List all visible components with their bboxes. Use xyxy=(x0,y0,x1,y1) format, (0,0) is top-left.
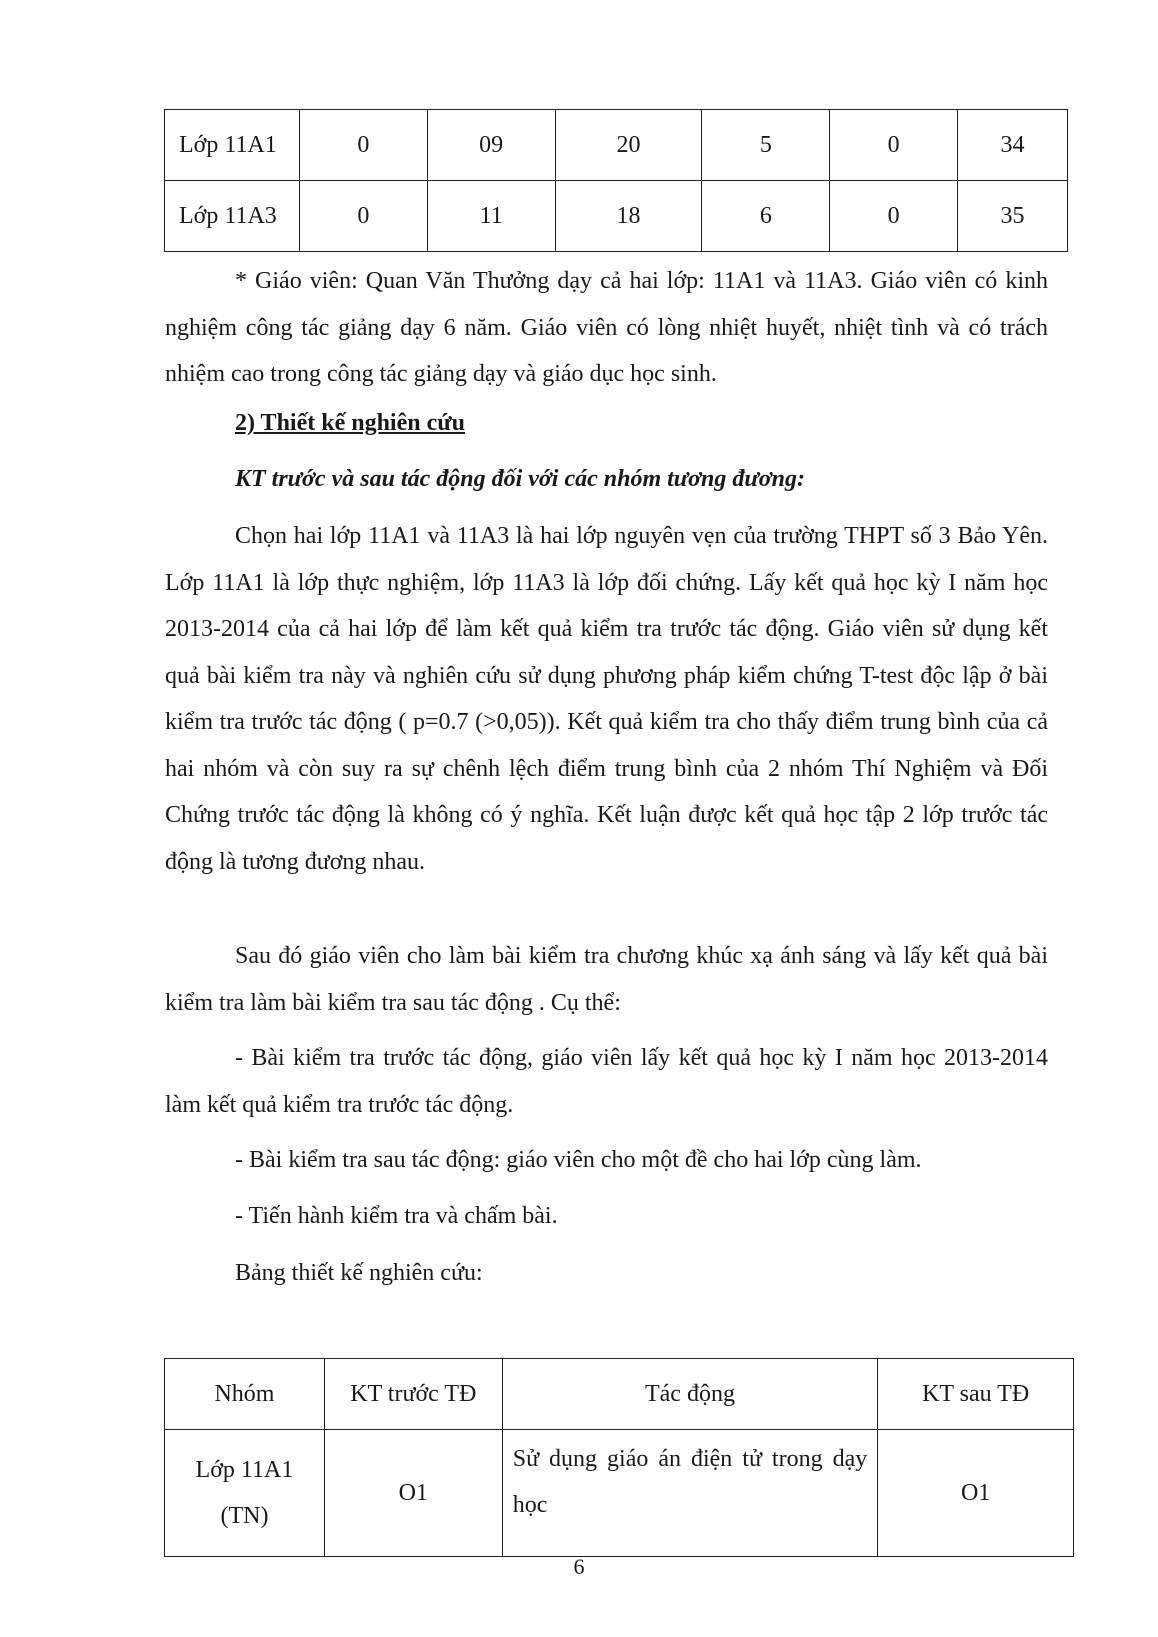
table-cell: 11 xyxy=(427,181,555,252)
table-cell: Lớp 11A1 xyxy=(165,110,300,181)
table-cell: 20 xyxy=(555,110,702,181)
pretest-cell: O1 xyxy=(324,1430,502,1557)
table-cell: 0 xyxy=(299,110,427,181)
table-cell: Lớp 11A3 xyxy=(165,181,300,252)
grading-item: - Tiến hành kiểm tra và chấm bài. xyxy=(235,1203,558,1229)
posttest-cell: O1 xyxy=(878,1430,1074,1557)
column-header: Tác động xyxy=(502,1359,878,1430)
table-cell: 5 xyxy=(702,110,830,181)
intervention-cell: Sử dụng giáo án điện tử trong dạy học xyxy=(502,1430,878,1557)
page-number: 6 xyxy=(573,1554,585,1579)
column-header: Nhóm xyxy=(165,1359,325,1430)
table-cell: 0 xyxy=(299,181,427,252)
table-header-row xyxy=(165,1359,1074,1430)
design-paragraph: Chọn hai lớp 11A1 và 11A3 là hai lớp nguyên vẹn của trường THPT số 3 Bảo Yên. Lớp 11A1 là lớp thực nghiệm, lớp 11A3 là lớp đối chứng. Lấy kết quả học kỳ I năm học 2013-2014 của cả hai lớp để làm kết quả kiểm tra trước tác động. Giáo viên sử dụng kết quả bài kiểm tra này và nghiên cứu sử dụng phương pháp kiểm chứng T-test độc lập ở bài kiểm tra trước tác động ( p=0.7 (>0,05)). Kết quả kiểm tra cho thấy điểm trung bình của cả hai nhóm và còn suy ra sự chênh lệch điểm trung bình của 2 nhóm Thí Nghiệm và Đối Chứng trước tác động là không có ý nghĩa. Kết luận được kết quả học tập 2 lớp trước tác động là tương đương nhau. xyxy=(165,523,1048,875)
table-cell: 09 xyxy=(427,110,555,181)
section-heading: 2) Thiết kế nghiên cứu xyxy=(235,410,465,436)
teacher-paragraph: * Giáo viên: Quan Văn Thưởng dạy cả hai lớp: 11A1 và 11A3. Giáo viên có kinh nghiệm công tác giảng dạy 6 năm. Giáo viên có lòng nhiệt huyết, nhiệt tình và có trách nhiệm cao trong công tác giảng dạy và giáo dục học sinh. xyxy=(165,268,1048,387)
posttest-item: - Bài kiểm tra sau tác động: giáo viên cho một đề cho hai lớp cùng làm. xyxy=(235,1147,922,1173)
table-cell: 0 xyxy=(830,110,958,181)
table-row xyxy=(165,1430,1074,1557)
procedure-paragraph: Sau đó giáo viên cho làm bài kiểm tra chương khúc xạ ánh sáng và lấy kết quả bài kiểm tra làm bài kiểm tra sau tác động . Cụ thể: xyxy=(165,943,1048,1016)
subheading: KT trước và sau tác động đối với các nhóm tương đương: xyxy=(235,466,805,492)
table-caption: Bảng thiết kế nghiên cứu: xyxy=(235,1260,483,1286)
table-cell: 35 xyxy=(958,181,1068,252)
column-header: KT sau TĐ xyxy=(878,1359,1074,1430)
table-cell: 6 xyxy=(702,181,830,252)
table-cell: 34 xyxy=(958,110,1068,181)
table-row xyxy=(165,110,1068,181)
table-row xyxy=(165,181,1068,252)
group-label: Lớp 11A1 (TN) xyxy=(195,1457,294,1529)
research-design-table xyxy=(164,1358,1074,1557)
group-cell xyxy=(165,1430,325,1557)
table-cell: 0 xyxy=(830,181,958,252)
pretest-item: - Bài kiểm tra trước tác động, giáo viên lấy kết quả học kỳ I năm học 2013-2014 làm kết quả kiểm tra trước tác động. xyxy=(165,1045,1048,1118)
results-table xyxy=(164,109,1068,252)
column-header: KT trước TĐ xyxy=(324,1359,502,1430)
table-cell: 18 xyxy=(555,181,702,252)
